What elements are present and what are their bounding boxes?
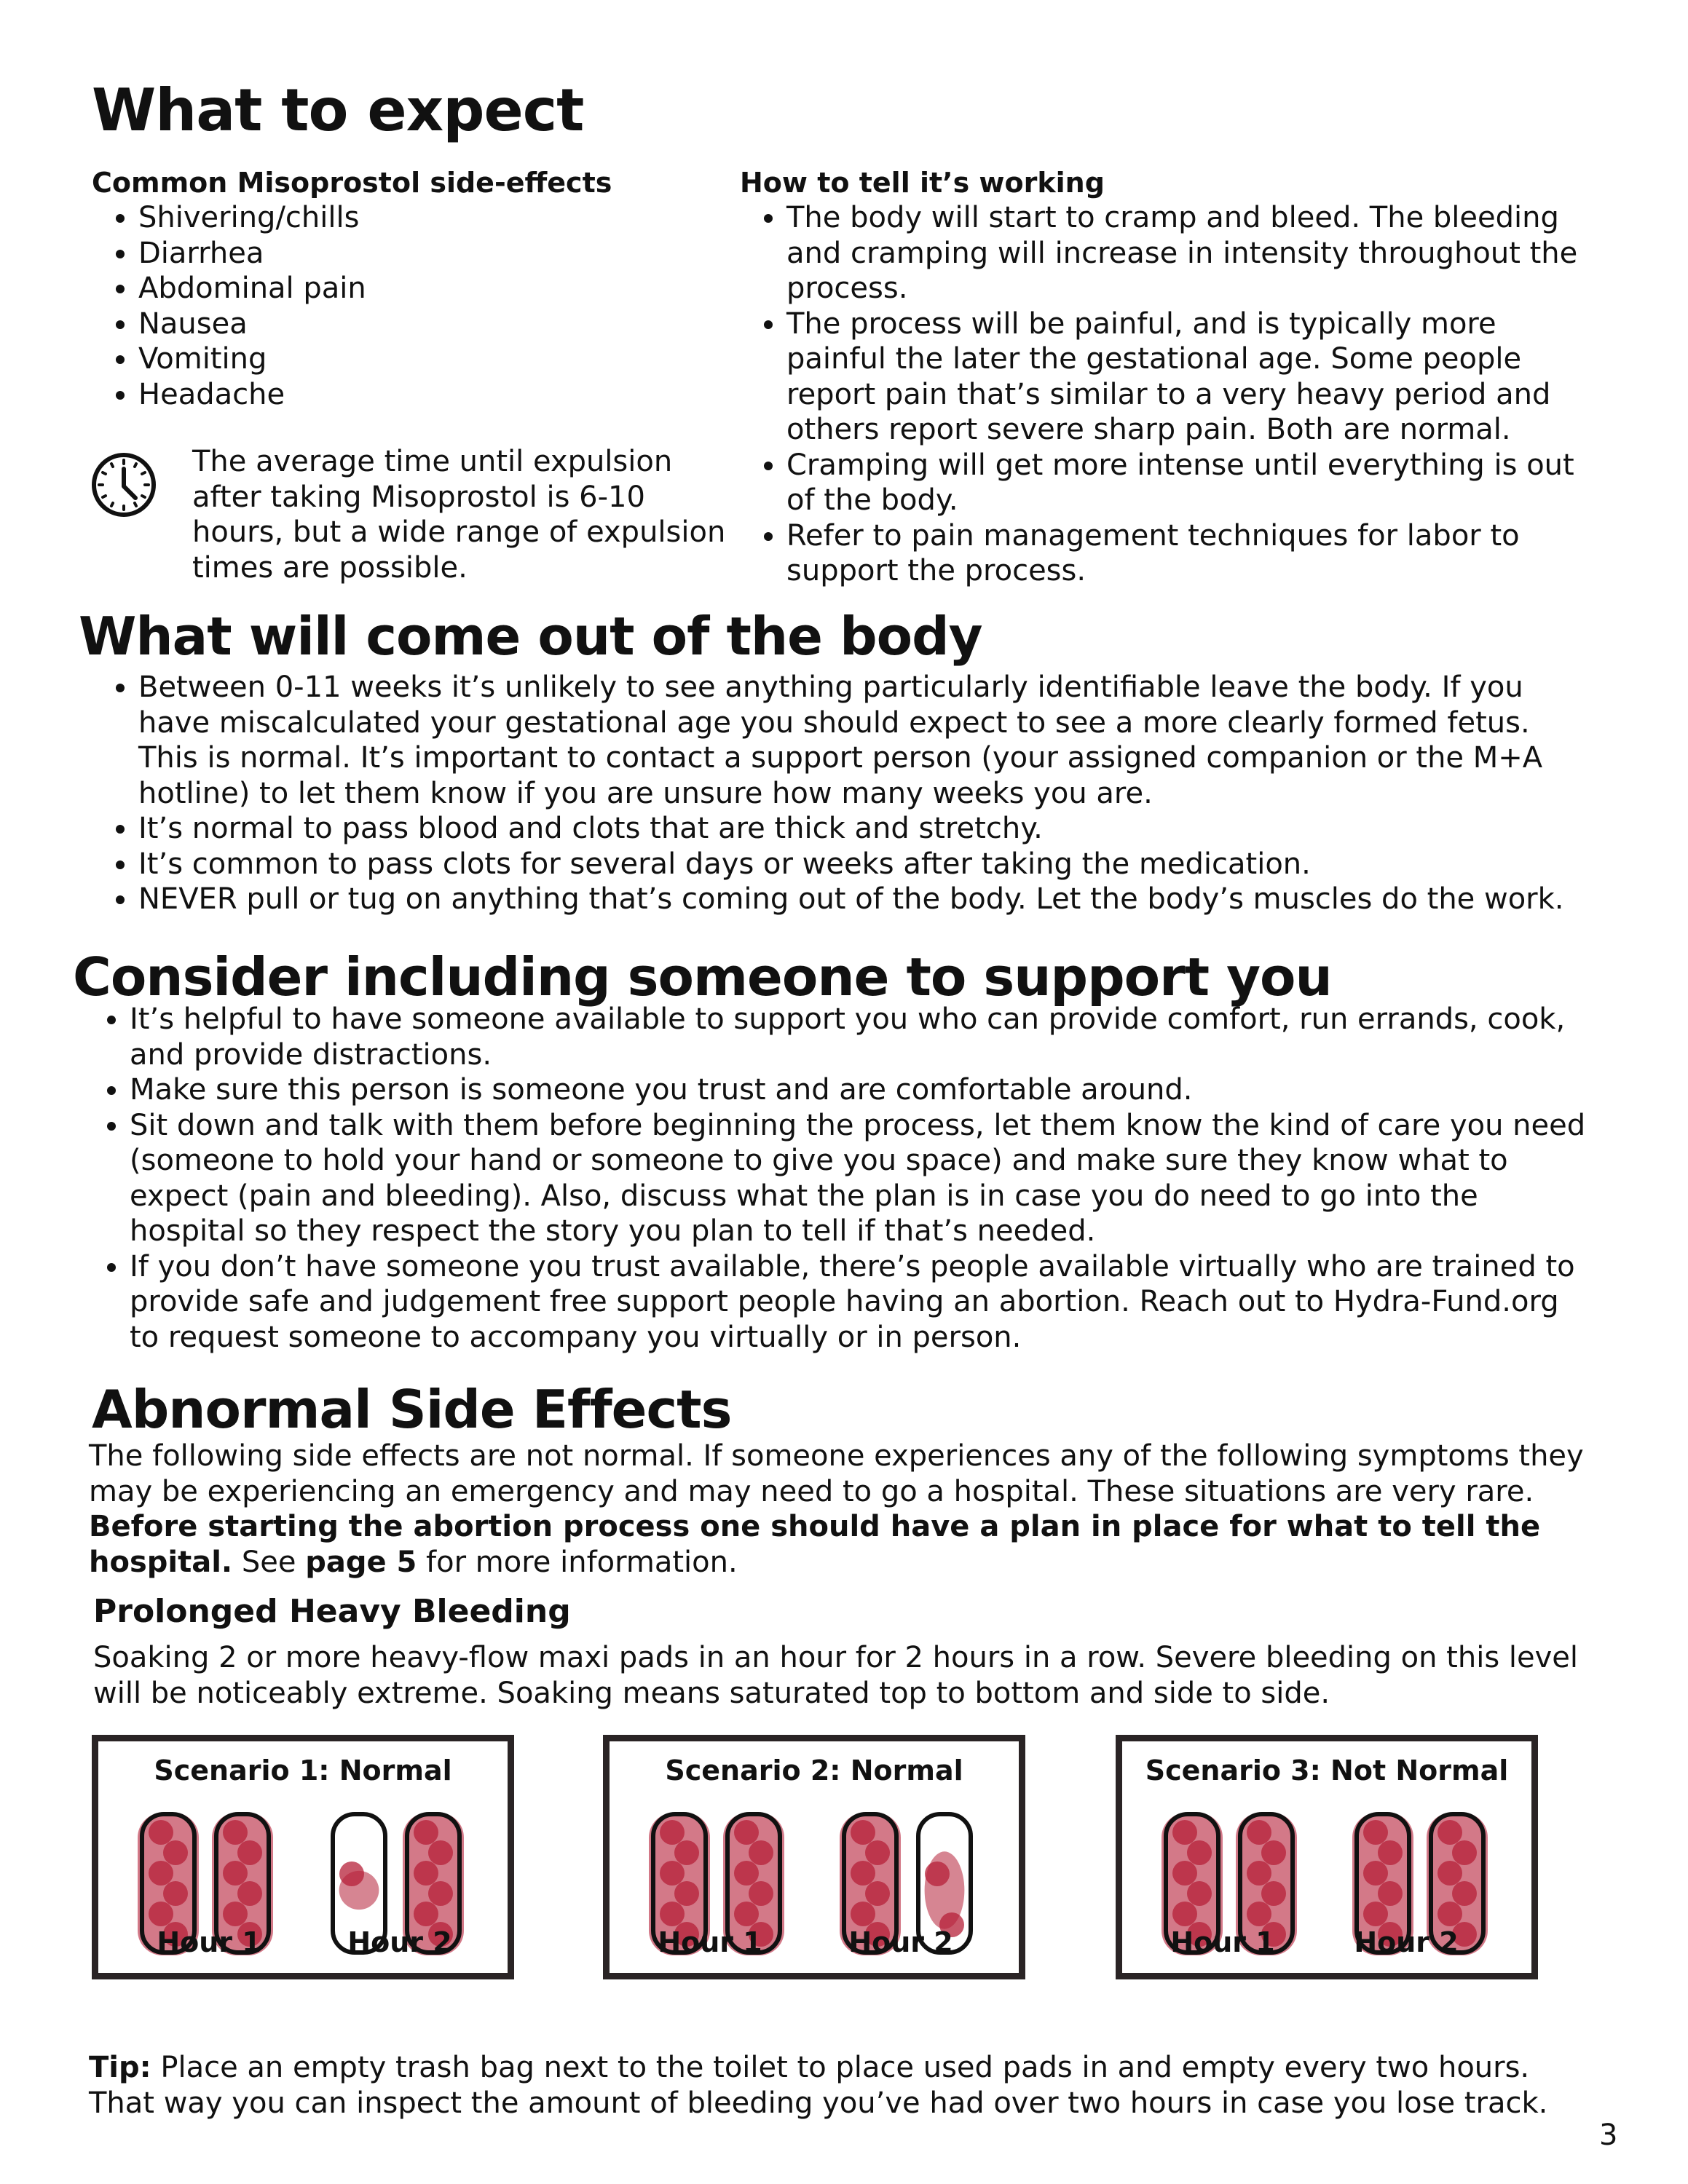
list-item: • Nausea <box>138 306 718 342</box>
blood-blotch <box>674 1881 699 1906</box>
blood-blotch <box>223 1861 248 1886</box>
blood-blotch <box>734 1861 759 1886</box>
blood-blotch <box>163 1881 188 1906</box>
support-title: Consider including someone to support you <box>73 946 1332 1008</box>
blood-blotch <box>865 1840 890 1865</box>
abnormal-title: Abnormal Side Effects <box>92 1379 732 1440</box>
clock-icon <box>89 450 159 520</box>
blood-blotch <box>734 1820 759 1845</box>
abnormal-intro-bold: Before starting the abortion process one should have a plan in place for what to tell the hospital. <box>89 1510 1541 1579</box>
side-effects-list <box>92 200 718 412</box>
list-item: • The body will start to cramp and bleed. The bleeding and cramping will increase in intensity throughout the process. <box>786 200 1592 306</box>
working-heading: How to tell it’s working <box>740 167 1105 199</box>
bleeding-text: Soaking 2 or more heavy-flow maxi pads in an hour for 2 hours in a row. Severe bleeding on this level will be noticeably extreme. Soaking means saturated top to bottom and side to side. <box>93 1641 1578 1710</box>
hour-label: Hour 2 <box>347 1926 452 1958</box>
blood-blotch <box>1437 1861 1462 1886</box>
hour-label: Hour 2 <box>1354 1926 1459 1958</box>
blood-blotch <box>428 1881 453 1906</box>
blood-blotch <box>1247 1820 1271 1845</box>
abnormal-intro-text-3: for more information. <box>417 1545 738 1579</box>
list-item: • The process will be painful, and is typically more painful the later the gestational age. Some people report pain that’s similar to a very heavy period and others report severe sharp pain. Both are normal. <box>786 306 1592 448</box>
scenario-title: Scenario 2: Normal <box>665 1754 963 1787</box>
blood-blotch <box>734 1902 759 1926</box>
blood-blotch <box>1172 1902 1197 1926</box>
blood-blotch <box>660 1861 685 1886</box>
blood-blotch <box>339 1861 364 1886</box>
blood-blotch <box>1437 1820 1462 1845</box>
blood-blotch <box>1363 1861 1388 1886</box>
abnormal-intro-text: The following side effects are not normal. If someone experiences any of the following symptoms they may be experiencing an emergency and may need to go a hospital. These situations are very rare. <box>89 1439 1584 1508</box>
blood-blotch <box>925 1861 950 1886</box>
blood-blotch <box>237 1881 262 1906</box>
blood-blotch <box>1363 1820 1388 1845</box>
blood-blotch <box>1452 1840 1477 1865</box>
blood-blotch <box>414 1820 438 1845</box>
list-item: • It’s common to pass clots for several days or weeks after taking the medication. <box>138 847 1580 882</box>
scenario-title: Scenario 1: Normal <box>154 1754 452 1787</box>
blood-blotch <box>1187 1881 1212 1906</box>
blood-blotch <box>674 1840 699 1865</box>
blood-blotch <box>749 1840 773 1865</box>
list-item: • NEVER pull or tug on anything that’s coming out of the body. Let the body’s muscles do the work. <box>138 882 1580 917</box>
list-item: • Vomiting <box>138 341 718 377</box>
blood-blotch <box>1452 1881 1477 1906</box>
blood-blotch <box>149 1861 173 1886</box>
page-reference: page 5 <box>305 1545 417 1579</box>
bleeding-heading: Prolonged Heavy Bleeding <box>93 1593 571 1630</box>
list-item: • Headache <box>138 377 718 413</box>
blood-blotch <box>1363 1902 1388 1926</box>
working-section <box>740 165 1592 589</box>
scenario-title: Scenario 3: Not Normal <box>1145 1754 1509 1787</box>
list-item: • It’s normal to pass blood and clots that are thick and stretchy. <box>138 811 1580 847</box>
list-item: • Sit down and talk with them before beginning the process, let them know the kind of care you need (someone to hold your hand or someone to give you space) and make sure they know what to expect (pain and bleeding). Also, discuss what the plan is in case you do need to go into the hospital so they respect the story you plan to tell if that’s needed. <box>130 1108 1586 1249</box>
support-list <box>83 1002 1586 1355</box>
side-effects-heading: Common Misoprostol side-effects <box>92 167 612 199</box>
blood-blotch <box>163 1840 188 1865</box>
tip-text: Place an empty trash bag next to the toilet to place used pads in and empty every two hours. That way you can inspect the amount of bleeding you’ve had over two hours in case you lose track. <box>89 2051 1548 2120</box>
come-out-title: What will come out of the body <box>79 606 982 667</box>
blood-blotch <box>1261 1881 1286 1906</box>
list-item: • Make sure this person is someone you trust and are comfortable around. <box>130 1072 1586 1108</box>
come-out-list <box>92 670 1580 917</box>
blood-blotch <box>1247 1861 1271 1886</box>
blood-blotch <box>414 1861 438 1886</box>
blood-blotch <box>851 1820 875 1845</box>
blood-blotch <box>1378 1840 1403 1865</box>
list-item: • Abdominal pain <box>138 271 718 306</box>
blood-blotch <box>749 1881 773 1906</box>
blood-blotch <box>1172 1820 1197 1845</box>
hour-label: Hour 1 <box>658 1926 762 1958</box>
blood-blotch <box>414 1902 438 1926</box>
scenario-box <box>92 1735 514 1979</box>
list-item: • Shivering/chills <box>138 200 718 236</box>
scenario-box <box>603 1735 1025 1979</box>
abnormal-intro <box>89 1439 1589 1580</box>
list-item: • Cramping will get more intense until everything is out of the body. <box>786 448 1592 518</box>
abnormal-intro-text-2: See <box>232 1545 306 1579</box>
page-title: What to expect <box>92 76 584 144</box>
blood-blotch <box>1261 1840 1286 1865</box>
list-item: • Between 0-11 weeks it’s unlikely to see anything particularly identifiable leave the body. If you have miscalculated your gestational age you should expect to see a more clearly formed fetus. This is normal. It’s important to contact a support person (your assigned companion or the M+A hotline) to let them know if you are unsure how many weeks you are. <box>138 670 1580 811</box>
blood-blotch <box>149 1820 173 1845</box>
page-number: 3 <box>1599 2118 1618 2152</box>
blood-blotch <box>1437 1902 1462 1926</box>
list-item: • Refer to pain management techniques for labor to support the process. <box>786 518 1592 589</box>
tip-label: Tip: <box>89 2051 151 2084</box>
blood-blotch <box>1247 1902 1271 1926</box>
list-item: • If you don’t have someone you trust available, there’s people available virtually who are trained to provide safe and judgement free support people having an abortion. Reach out to Hydra-Fund.org to request someone to accompany you virtually or in person. <box>130 1249 1586 1356</box>
hour-label: Hour 1 <box>157 1926 261 1958</box>
expulsion-note: The average time until expulsion after taking Misoprostol is 6-10 hours, but a wide range of expulsion times are possible. <box>192 445 726 585</box>
blood-blotch <box>851 1861 875 1886</box>
hour-label: Hour 2 <box>848 1926 953 1958</box>
blood-blotch <box>1378 1881 1403 1906</box>
blood-blotch <box>149 1902 173 1926</box>
blood-blotch <box>223 1820 248 1845</box>
scenario-box <box>1116 1735 1538 1979</box>
list-item: • It’s helpful to have someone available to support you who can provide comfort, run errands, cook, and provide distractions. <box>130 1002 1586 1072</box>
blood-blotch <box>428 1840 453 1865</box>
blood-blotch <box>223 1902 248 1926</box>
blood-blotch <box>865 1881 890 1906</box>
working-list <box>740 200 1592 589</box>
blood-blotch <box>1187 1840 1212 1865</box>
blood-blotch <box>660 1820 685 1845</box>
side-effects-section <box>92 165 718 412</box>
tip <box>89 2050 1589 2121</box>
list-item: • Diarrhea <box>138 236 718 272</box>
blood-blotch <box>851 1902 875 1926</box>
hour-label: Hour 1 <box>1170 1926 1275 1958</box>
blood-blotch <box>660 1902 685 1926</box>
blood-blotch <box>1172 1861 1197 1886</box>
blood-blotch <box>237 1840 262 1865</box>
